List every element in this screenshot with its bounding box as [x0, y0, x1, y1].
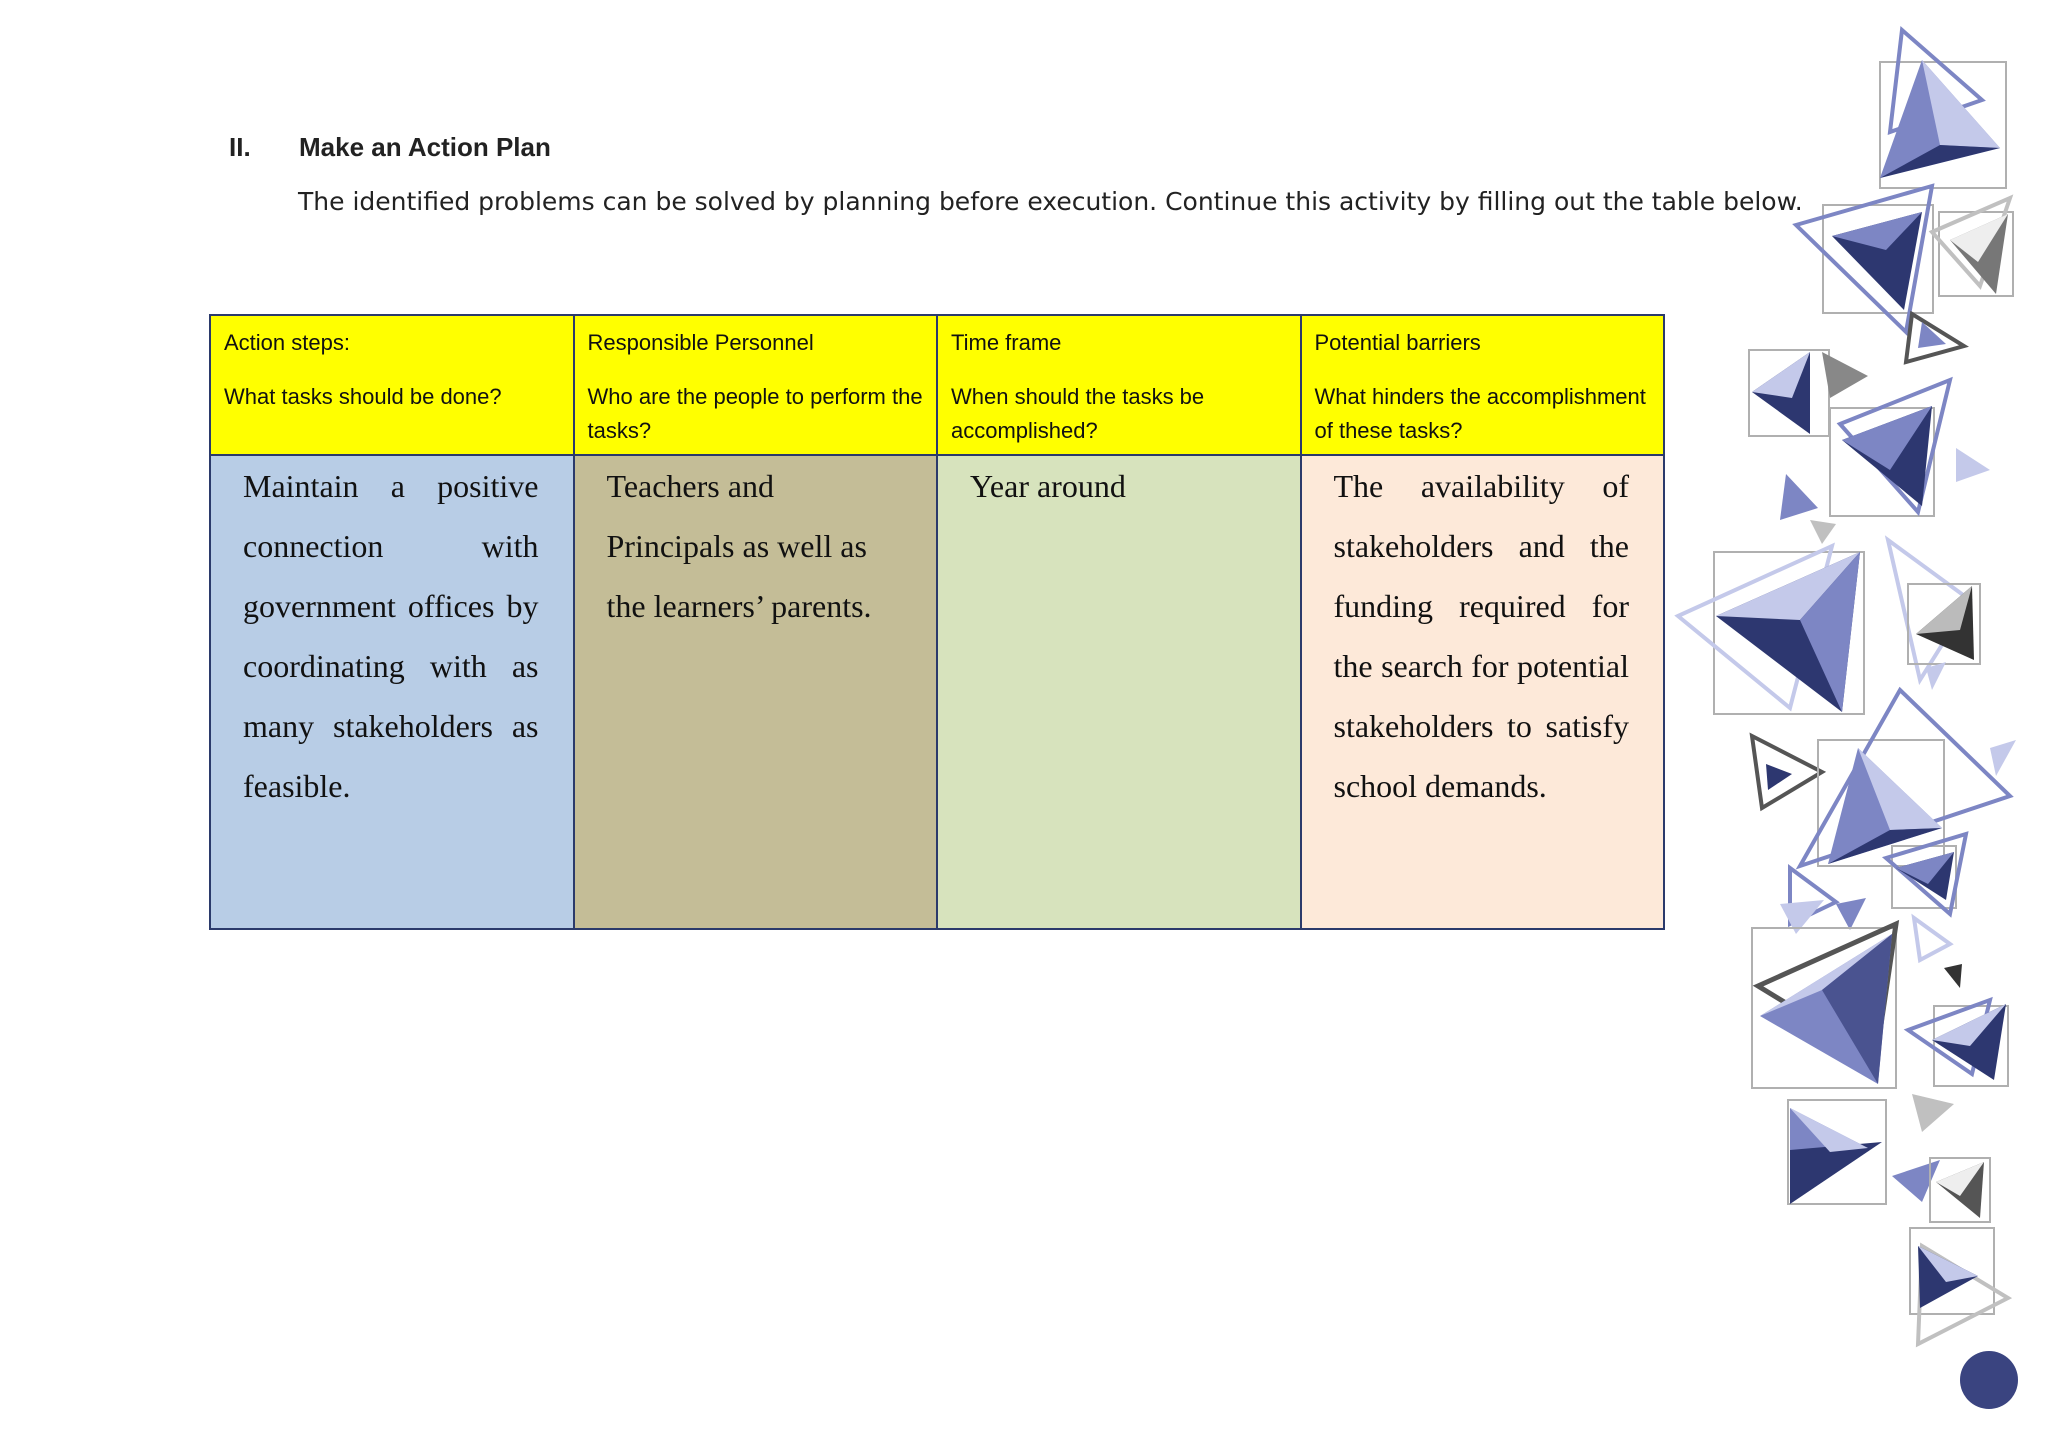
header-responsible-personnel: [574, 315, 938, 455]
section-numeral: II.: [229, 132, 251, 162]
cell-responsible-personnel[interactable]: Teachers and Principals as well as the learners’ parents.: [574, 455, 938, 929]
header-potential-barriers: [1301, 315, 1665, 455]
cell-time-frame[interactable]: Year around: [937, 455, 1301, 929]
header-title: Responsible Personnel: [587, 330, 814, 355]
decorative-triangles: [1660, 0, 2048, 1448]
section-heading: [229, 132, 551, 163]
header-question: What hinders the accomplishment of these tasks?: [1314, 384, 1646, 443]
header-title: Time frame: [951, 330, 1062, 355]
action-plan-table: [209, 314, 1665, 930]
header-question: When should the tasks be accomplished?: [951, 384, 1205, 443]
header-question: What tasks should be done?: [224, 384, 502, 409]
header-question: Who are the people to perform the tasks?: [587, 384, 923, 443]
header-title: Action steps:: [224, 330, 350, 355]
section-title: Make an Action Plan: [299, 132, 551, 162]
table-header-row: [210, 315, 1664, 455]
table-row: [210, 455, 1664, 929]
cell-action-steps[interactable]: Maintain a positive connection with government offices by coordinating with as many stakeholders as feasible.: [210, 455, 574, 929]
header-title: Potential barriers: [1314, 330, 1481, 355]
cell-potential-barriers[interactable]: The availability of stakeholders and the funding required for the search for potential stakeholders to satisfy school demands.: [1301, 455, 1665, 929]
header-action-steps: [210, 315, 574, 455]
header-time-frame: [937, 315, 1301, 455]
intro-text: The identified problems can be solved by planning before execution. Continue this activity by filling out the table below.: [298, 187, 1803, 216]
